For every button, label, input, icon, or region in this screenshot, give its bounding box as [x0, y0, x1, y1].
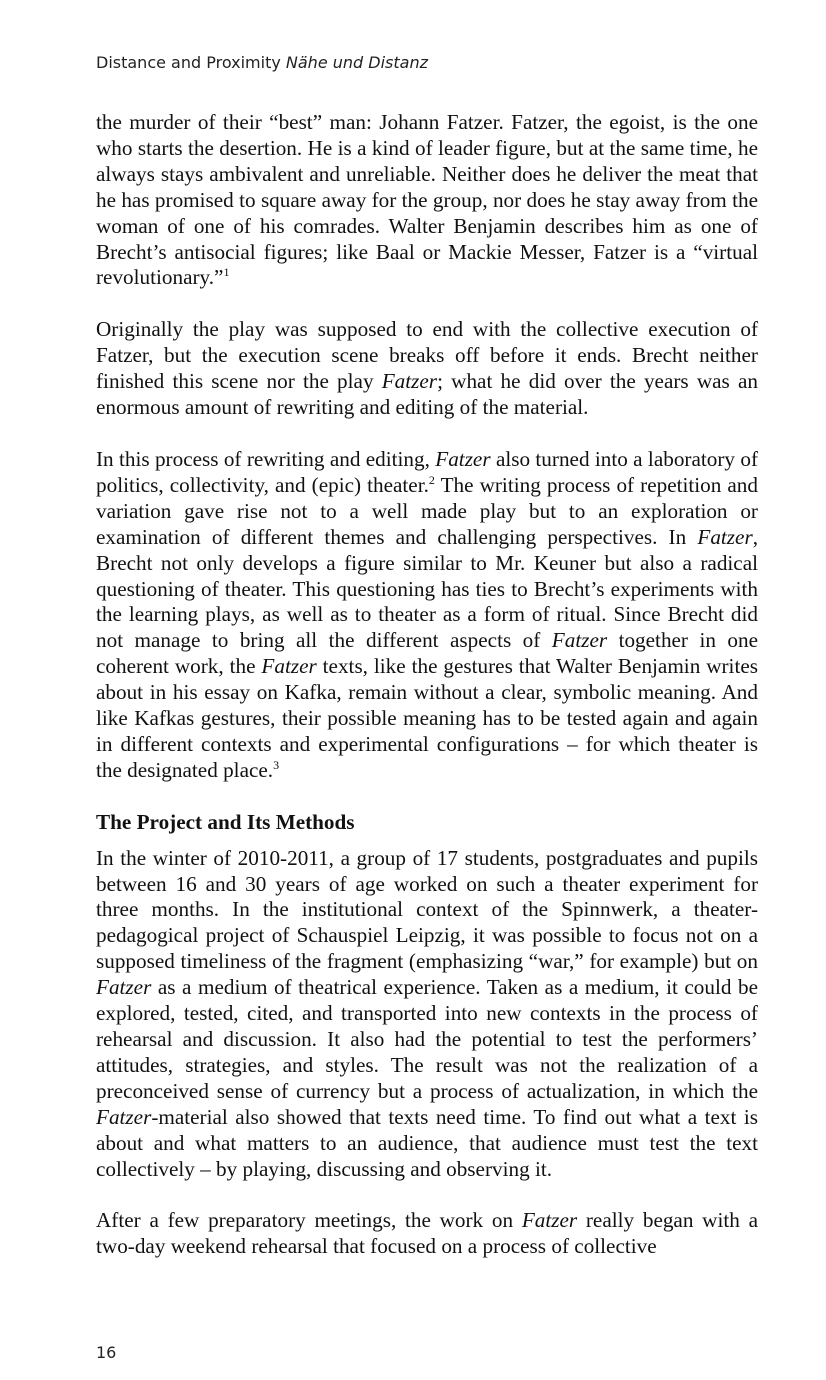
paragraph-2-text-a: Originally the play was supposed to end with the collective execution of Fatzer, but the execution scene breaks off before it ends. Brecht neither finished this scene nor the play — [96, 317, 758, 394]
paragraph-1-text: the murder of their “best” man: Johann Fatzer. Fatzer, the egoist, is the one who starts the desertion. He is a kind of leader figure, but at the same time, he always stays ambivalent and unreliable. Neither does he deliver the meat that he has promised to square away for the group, nor does he stay away from the woman of one of his comrades. Walter Benjamin describes him as one of Brecht’s antisocial figures; like Baal or Mackie Messer, Fatzer is a “virtual revolutionary.” — [96, 110, 758, 290]
paragraph-5 — [96, 1208, 758, 1260]
paragraph-2-text-b: ; what he did over the years was an enormous amount of rewriting and editing of the material. — [96, 369, 758, 420]
paragraph-1 — [96, 110, 758, 291]
running-head — [96, 53, 428, 72]
paragraph-4 — [96, 846, 758, 1183]
running-head-title-de: Nähe und Distanz — [285, 53, 428, 72]
body-text — [96, 110, 758, 1286]
paragraph-3-text-c: The writing process of repetition and variation gave rise not to a well made play but to an exploration or examination of different themes and challenging perspectives. In — [96, 472, 758, 549]
paragraph-3-text-f: texts, like the gestures that Walter Benjamin writes about in his essay on Kafka, remain without a clear, symbolic meaning. And like Kafkas gestures, their possible meaning has to be tested again and again in different contexts and experimental configurations – for which theater is the designated place. — [96, 654, 758, 782]
paragraph-2 — [96, 317, 758, 421]
paragraph-2-title-fatzer: Fatzer — [381, 369, 438, 394]
paragraph-3-text-a: In this process of rewriting and editing, — [96, 446, 436, 471]
paragraph-3-title-fatzer-3: Fatzer — [551, 628, 608, 653]
paragraph-4-text-b: as a medium of theatrical experience. Taken as a medium, it could be explored, tested, cited, and transported into new contexts in the process of rehearsal and discussion. It also had the potential to test the performers’ attitudes, strategies, and styles. The result was not the realization of a preconceived sense of currency but a process of actualization, in which the — [96, 975, 758, 1103]
paragraph-5-title-fatzer: Fatzer — [521, 1208, 578, 1233]
section-heading: The Project and Its Methods — [96, 809, 355, 834]
paragraph-3-title-fatzer-2: Fatzer — [697, 524, 753, 549]
paragraph-3-title-fatzer-1: Fatzer — [435, 446, 491, 471]
paragraph-4-title-fatzer-1: Fatzer — [96, 975, 152, 1000]
paragraph-3-text-b: also turned into a laboratory of politics, collectivity, and (epic) theater. — [96, 446, 758, 497]
paragraph-3 — [96, 447, 758, 784]
paragraph-4-text-c: -material also showed that texts need time. To find out what a text is about and what matters to an audience, that audience must test the text collectively – by playing, discussing and observing it. — [96, 1104, 758, 1181]
paragraph-5-text-b: really began with a two-day weekend rehearsal that focused on a process of collective — [96, 1208, 758, 1259]
running-head-title: Distance and Proximity — [96, 53, 281, 72]
paragraph-3-text-e: together in one coherent work, the — [96, 628, 758, 679]
paragraph-3-title-fatzer-4: Fatzer — [261, 654, 317, 679]
page-number: 16 — [96, 1343, 117, 1362]
footnote-ref-1[interactable]: 1 — [223, 265, 230, 280]
paragraph-4-title-fatzer-2: Fatzer — [96, 1104, 152, 1129]
footnote-ref-2[interactable]: 2 — [428, 472, 435, 487]
paragraph-3-text-d: , Brecht not only develops a figure similar to Mr. Keuner but also a radical questioning of theater. This questioning has ties to Brecht’s experiments with the learning plays, as well as to theater as a form of ritual. Since Brecht did not manage to bring all the different aspects of — [96, 524, 758, 653]
paragraph-5-text-a: After a few preparatory meetings, the work on — [96, 1208, 522, 1233]
footnote-ref-3[interactable]: 3 — [273, 757, 280, 772]
paragraph-4-text-a: In the winter of 2010-2011, a group of 17 students, postgraduates and pupils between 16 and 30 years of age worked on such a theater experiment for three months. In the institutional context of the Spinnwerk, a theater-pedagogical project of Schauspiel Leipzig, it was possible to focus not on a supposed timeliness of the fragment (emphasizing “war,” for example) but on — [96, 845, 758, 974]
